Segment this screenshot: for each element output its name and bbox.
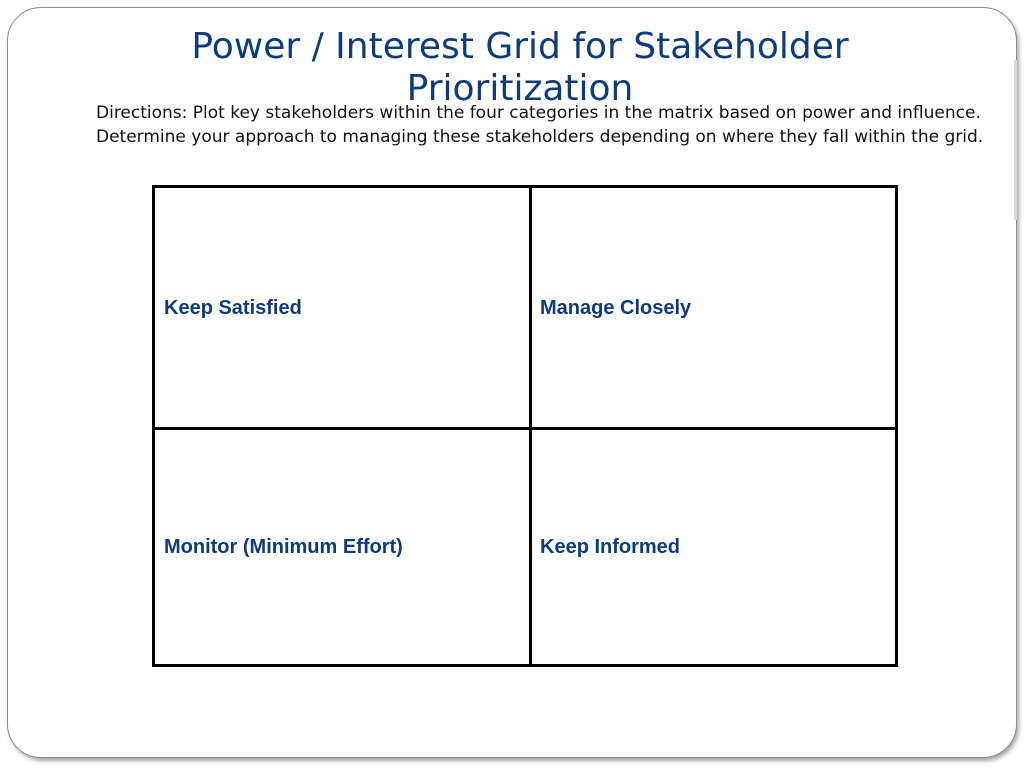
frame-edge-accent [1014, 60, 1017, 220]
directions-text: Directions: Plot key stakeholders within the four categories in the matrix based on power and influence. Determine your approach to managing these stakeholders depending on where they fall within the grid. [96, 103, 984, 147]
quadrant-keep-informed: Keep Informed [540, 536, 681, 558]
power-interest-grid [152, 185, 898, 667]
grid-horizontal-divider [155, 427, 895, 430]
quadrant-keep-satisfied: Keep Satisfied [164, 297, 302, 319]
quadrant-manage-closely: Manage Closely [540, 297, 692, 319]
slide-title: Power / Interest Grid for Stakeholder Prioritization [191, 26, 849, 109]
quadrant-monitor: Monitor (Minimum Effort) [164, 536, 403, 558]
grid-vertical-divider [529, 188, 532, 664]
